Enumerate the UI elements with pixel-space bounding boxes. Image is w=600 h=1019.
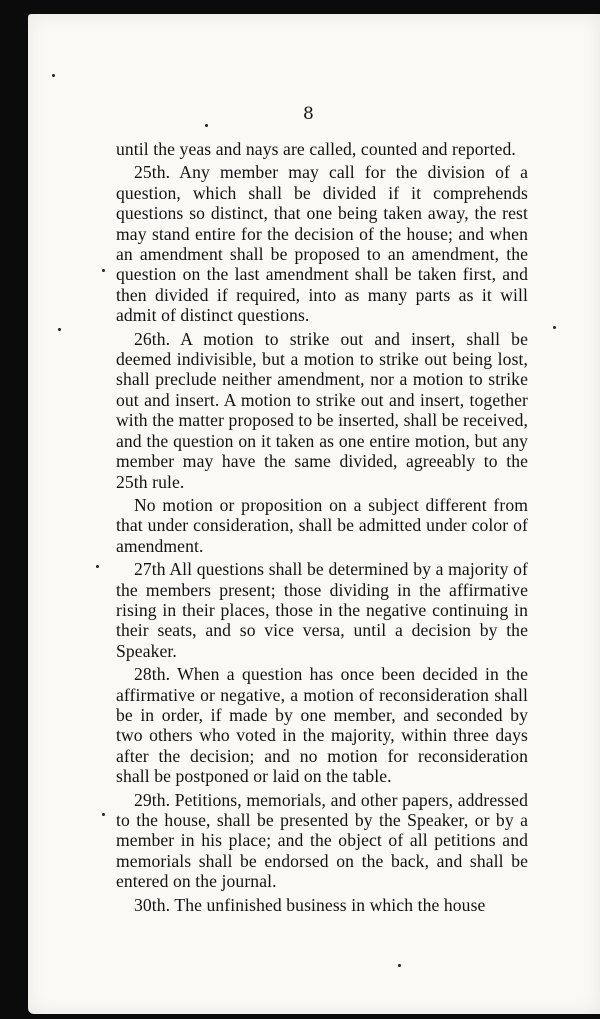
paragraph-amendment-note: No motion or proposition on a subject different from that under consideration, shall be admitted under color of amendment. bbox=[116, 494, 528, 556]
paragraph-rule-26: 26th. A motion to strike out and insert, shall be deemed indivisible, but a motion to strike out being lost, shall preclude neither amendment, nor a motion to strike out and insert. A motion to strike out and insert, together with the matter proposed to be inserted, shall be received, and the question on it taken as one entire motion, but any member may have the same divided, agreeably to the 25th rule. bbox=[116, 328, 528, 492]
ink-speck bbox=[553, 326, 556, 329]
ink-speck bbox=[96, 565, 99, 568]
paragraph-rule-29: 29th. Petitions, memorials, and other papers, addressed to the house, shall be presented by the Speaker, or by a member in his place; and the object of all petitions and memorials shall be endorsed on the back, and shall be entered on the journal. bbox=[116, 789, 528, 892]
page-number: 8 bbox=[303, 104, 314, 124]
paragraph-rule-28: 28th. When a question has once been decided in the affirmative or negative, a motion of reconsideration shall be in order, if made by one member, and seconded by two others who voted in the majority, within three days after the decision; and no motion for reconsideration shall be postponed or laid on the table. bbox=[116, 664, 528, 787]
body-text bbox=[116, 139, 528, 918]
paragraph-rule-27: 27th All questions shall be determined by a majority of the members present; those dividing in the affirmative rising in their places, those in the negative continuing in their seats, and so vice versa, until a decision by the Speaker. bbox=[116, 559, 528, 661]
paragraph-continuation: until the yeas and nays are called, counted and reported. bbox=[116, 139, 516, 159]
ink-speck bbox=[52, 74, 55, 77]
ink-speck bbox=[398, 964, 401, 967]
paragraph-rule-25: 25th. Any member may call for the division of a question, which shall be divided if it comprehends questions so distinct, that one being taken away, the rest may stand entire for the decision of the house; and when an amendment shall be proposed to an amendment, the question on the last amendment shall be taken first, and then divided if required, into as many parts as it will admit of distinct questions. bbox=[116, 162, 528, 326]
ink-speck bbox=[58, 328, 61, 331]
ink-speck bbox=[205, 124, 208, 127]
ink-speck bbox=[102, 269, 105, 272]
ink-speck bbox=[102, 813, 105, 816]
paragraph-rule-30: 30th. The unfinished business in which the house bbox=[134, 894, 486, 915]
